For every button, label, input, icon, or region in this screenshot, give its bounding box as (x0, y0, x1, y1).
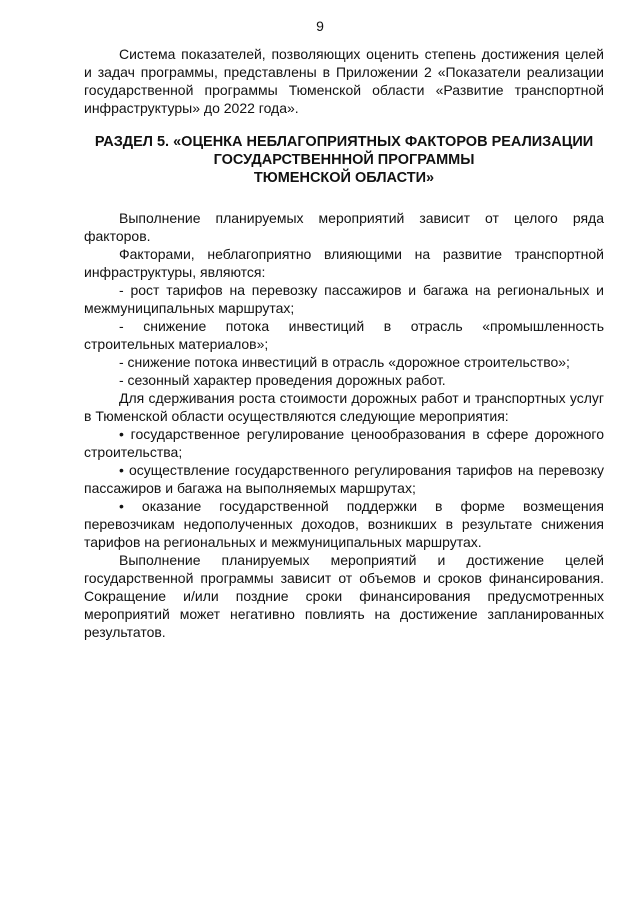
section-heading (84, 133, 604, 187)
paragraph-financing: Выполнение планируемых мероприятий и достижение целей государственной программы зависит от объемов и сроков финансирования. Сокращение и/или поздние сроки финансирования предусмотренных мероприятий может негативно повлиять на достижение запланированных результатов. (84, 552, 604, 640)
list-item-investment-materials: - снижение потока инвестиций в отрасль «промышленность строительных материалов»; (84, 318, 604, 352)
intro-paragraph: Система показателей, позволяющих оценить степень достижения целей и задач программы, представлены в Приложении 2 «Показатели реализации государственной программы Тюменской области «Развитие транспортной инфраструктуры» до 2022 года». (84, 46, 604, 116)
list-item-investment-road: - снижение потока инвестиций в отрасль «дорожное строительство»; (119, 354, 570, 370)
bullet-item-tariff-regulation: • осуществление государственного регулирования тарифов на перевозку пассажиров и багажа на выполняемых маршрутах; (84, 462, 604, 496)
page-number: 9 (316, 18, 324, 34)
paragraph-measures-intro: Для сдерживания роста стоимости дорожных работ и транспортных услуг в Тюменской области осуществляются следующие мероприятия: (84, 390, 604, 424)
list-item-tariff-growth: - рост тарифов на перевозку пассажиров и багажа на региональных и межмуниципальных маршрутах; (84, 282, 604, 316)
document-body (84, 45, 604, 641)
bullet-item-price-regulation: • государственное регулирование ценообразования в сфере дорожного строительства; (84, 426, 604, 460)
bullet-item-state-support: • оказание государственной поддержки в форме возмещения перевозчикам недополученных доходов, возникших в результате снижения тарифов на региональных и межмуниципальных маршрутах. (84, 498, 604, 550)
section-heading-line: РАЗДЕЛ 5. «ОЦЕНКА НЕБЛАГОПРИЯТНЫХ ФАКТОРОВ РЕАЛИЗАЦИИ (94, 134, 594, 150)
list-item-seasonal: - сезонный характер проведения дорожных работ. (119, 372, 446, 388)
paragraph-factors-intro: Выполнение планируемых мероприятий зависит от целого ряда факторов. (84, 210, 604, 244)
section-heading-line: ГОСУДАРСТВЕНННОЙ ПРОГРАММЫ (213, 152, 475, 168)
section-heading-line: ТЮМЕНСКОЙ ОБЛАСТИ» (253, 170, 435, 186)
paragraph-factors-list-intro: Факторами, неблагоприятно влияющими на развитие транспортной инфраструктуры, являются: (84, 246, 604, 280)
